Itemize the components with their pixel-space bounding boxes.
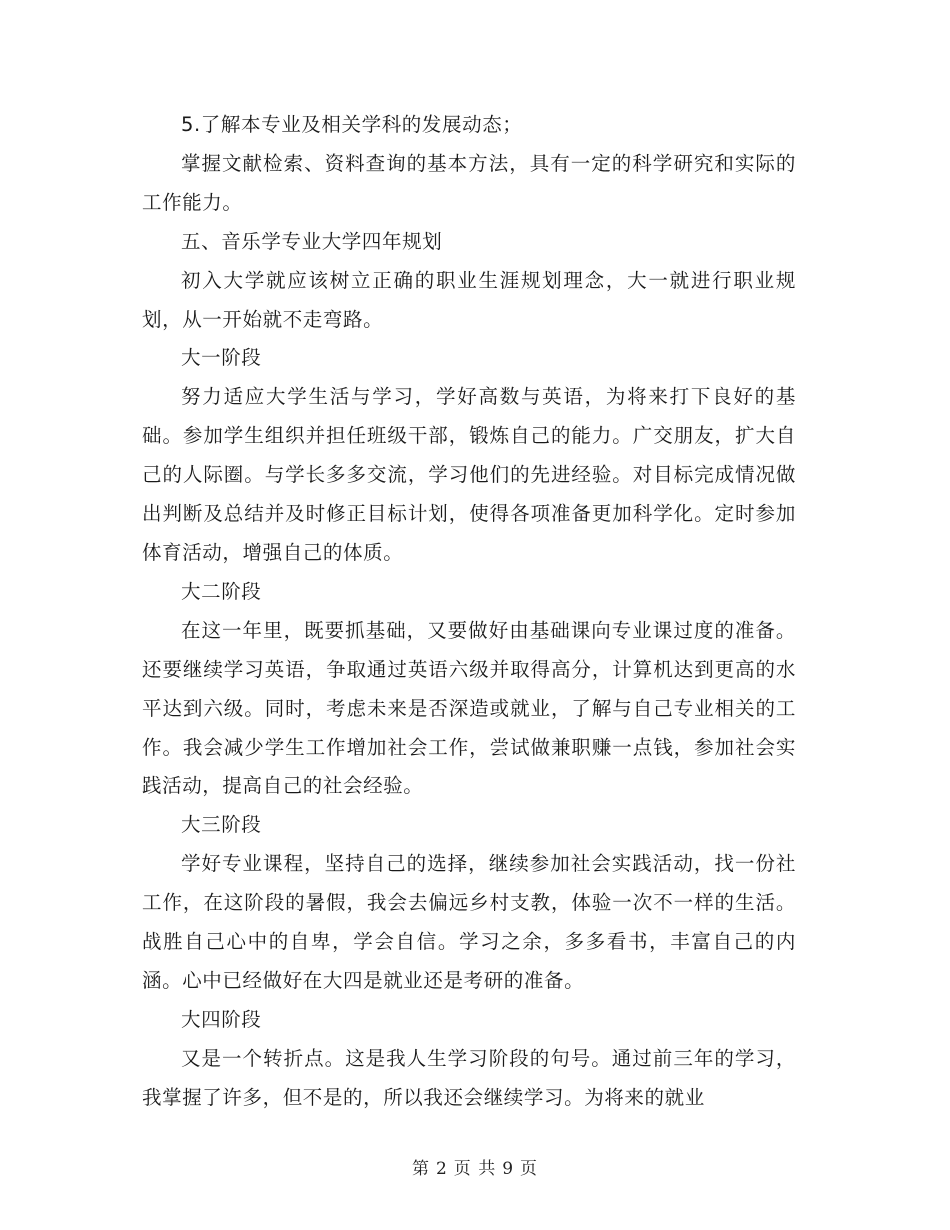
heading-senior-stage: 大四阶段 [181,1007,262,1031]
paragraph-item-5: 5.了解本专业及相关学科的发展动态； [181,113,523,136]
section-heading-four-year-plan: 五、音乐学专业大学四年规划 [181,229,443,253]
heading-junior-stage: 大三阶段 [181,813,262,837]
paragraph-senior-stage: 又是一个转折点。这是我人生学习阶段的句号。通过前三年的学习，我掌握了许多，但不是的，所以我还会继续学习。为将来的就业 [142,1046,796,1109]
paragraph-junior-stage: 学好专业课程，坚持自己的选择，继续参加社会实践活动，找一份社工作，在这阶段的暑假，我会去偏远乡村支教，体验一次不一样的生活。战胜自己心中的自卑，学会自信。学习之余，多多看书，丰富自己的内涵。心中已经做好在大四是就业还是考研的准备。 [142,852,796,992]
footer-prefix: 第 [411,1159,430,1179]
footer-current-page: 2 [435,1159,448,1179]
heading-sophomore-stage: 大二阶段 [181,579,262,603]
footer-total-pages: 9 [502,1159,515,1179]
paragraph-sophomore-stage: 在这一年里，既要抓基础，又要做好由基础课向专业课过度的准备。还要继续学习英语，争取通过英语六级并取得高分，计算机达到更高的水平达到六级。同时，考虑未来是否深造或就业，了解与自己专业相关的工作。我会减少学生工作增加社会工作，尝试做兼职赚一点钱，参加社会实践活动，提高自己的社会经验。 [142,618,796,798]
heading-freshman-stage: 大一阶段 [181,346,262,370]
footer-middle: 页 共 [453,1159,497,1179]
document-body [142,106,796,1118]
paragraph-literature-search: 掌握文献检索、资料查询的基本方法，具有一定的科学研究和实际的工作能力。 [142,151,796,214]
paragraph-career-planning: 初入大学就应该树立正确的职业生涯规划理念，大一就进行职业规划，从一开始就不走弯路。 [142,268,796,331]
footer-suffix: 页 [520,1159,539,1179]
paragraph-freshman-stage: 努力适应大学生活与学习，学好高数与英语，为将来打下良好的基础。参加学生组织并担任班级干部，锻炼自己的能力。广交朋友，扩大自己的人际圈。与学长多多交流，学习他们的先进经验。对目标完成情况做出判断及总结并及时修正目标计划，使得各项准备更加科学化。定时参加体育活动，增强自己的体质。 [142,385,796,564]
page-footer [0,1154,950,1179]
